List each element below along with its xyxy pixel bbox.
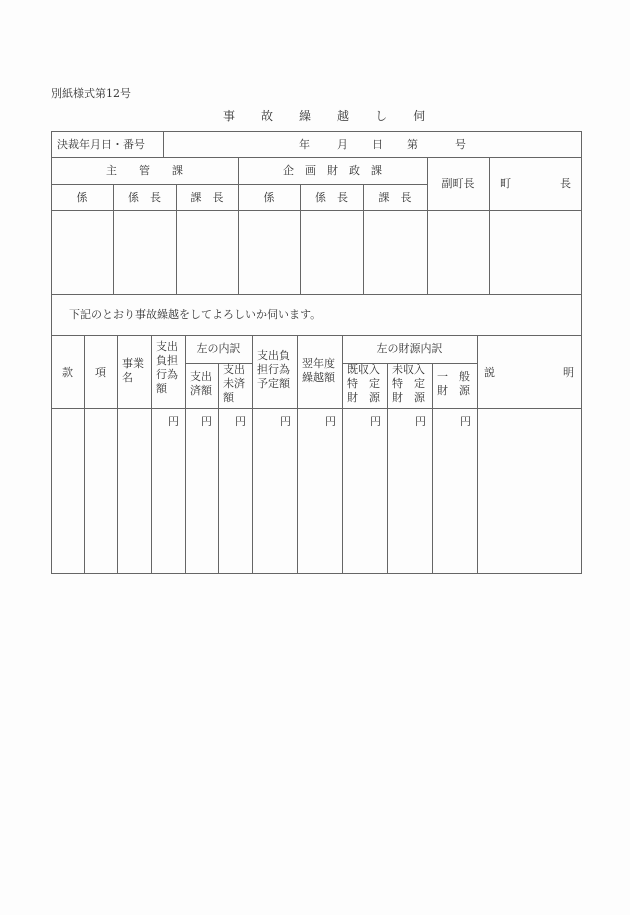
title-char: し — [375, 109, 388, 123]
role-clerk-main: 係 — [76, 191, 88, 204]
planning-finance-header: 企 画 財 政 課 — [283, 164, 382, 177]
number-suffix-label: 号 — [455, 138, 466, 151]
unit-yen: 円 — [168, 415, 179, 428]
date-month-label: 月 — [337, 138, 348, 151]
unit-yen: 円 — [325, 415, 336, 428]
title-char: 繰 — [299, 109, 312, 123]
stamp-cell-clerk-planning[interactable] — [238, 210, 300, 294]
header-carryover-amount: 翌年度 繰越額 — [302, 357, 335, 384]
cell-general-funds[interactable] — [432, 408, 477, 573]
title-char: 事 — [223, 109, 236, 123]
stamp-cell-clerk-main[interactable] — [51, 210, 113, 294]
header-kou: 項 — [95, 366, 106, 379]
header-unpaid: 支出 未済 額 — [223, 363, 245, 404]
header-received-specific: 既収入 特 定 財 源 — [347, 363, 380, 404]
header-funding-breakdown: 左の財源内訳 — [376, 342, 443, 355]
header-expenditure-commitment: 支出 負担 行為 額 — [156, 340, 178, 395]
cell-kou[interactable] — [84, 408, 117, 573]
unit-yen: 円 — [460, 415, 471, 428]
form-id: 別紙様式第12号 — [51, 87, 131, 100]
role-director-main: 課 長 — [190, 191, 224, 204]
unit-yen: 円 — [235, 415, 246, 428]
document-title — [223, 107, 451, 124]
header-explanation-left: 説 — [484, 366, 495, 379]
stamp-cell-mayor[interactable] — [489, 210, 581, 294]
title-char: 伺 — [413, 109, 426, 123]
cell-received-specific[interactable] — [342, 408, 387, 573]
unit-yen: 円 — [415, 415, 426, 428]
header-paid: 支出 済額 — [190, 370, 212, 397]
unit-yen: 円 — [201, 415, 212, 428]
request-statement: 下記のとおり事故繰越をしてよろしいか伺います。 — [69, 308, 322, 321]
cell-paid[interactable] — [185, 408, 218, 573]
unit-yen: 円 — [370, 415, 381, 428]
cell-expenditure-commitment[interactable] — [151, 408, 185, 573]
role-chief-planning: 係 長 — [315, 191, 348, 204]
role-clerk-planning: 係 — [263, 191, 275, 204]
decision-date-label: 決裁年月日・番号 — [57, 138, 145, 151]
cell-unreceived-specific[interactable] — [387, 408, 432, 573]
stamp-cell-chief-main[interactable] — [113, 210, 176, 294]
stamp-cell-director-planning[interactable] — [363, 210, 427, 294]
mayor-header-right: 長 — [560, 177, 571, 190]
cell-planned-commitment[interactable] — [252, 408, 297, 573]
header-kan: 款 — [62, 366, 73, 379]
title-char: 故 — [261, 109, 274, 123]
unit-yen: 円 — [280, 415, 291, 428]
mayor-header-left: 町 — [500, 177, 511, 190]
cell-carryover-amount[interactable] — [297, 408, 342, 573]
number-prefix-label: 第 — [407, 138, 418, 151]
header-explanation-right: 明 — [563, 366, 574, 379]
cell-project-name[interactable] — [117, 408, 151, 573]
stamp-cell-chief-planning[interactable] — [300, 210, 363, 294]
header-project-name: 事業 名 — [122, 357, 144, 384]
stamp-cell-deputy-mayor[interactable] — [427, 210, 489, 294]
date-year-label: 年 — [299, 138, 310, 151]
main-section-header: 主 管 課 — [106, 164, 183, 177]
cell-kan[interactable] — [51, 408, 84, 573]
header-planned-commitment: 支出負 担行為 予定額 — [257, 349, 290, 390]
header-left-breakdown: 左の内訳 — [196, 342, 241, 355]
date-day-label: 日 — [372, 138, 383, 151]
header-unreceived-specific: 未収入 特 定 財 源 — [392, 363, 425, 404]
cell-explanation[interactable] — [477, 408, 581, 573]
stamp-cell-director-main[interactable] — [176, 210, 238, 294]
role-director-planning: 課 長 — [378, 191, 412, 204]
cell-unpaid[interactable] — [218, 408, 252, 573]
title-char: 越 — [337, 109, 350, 123]
deputy-mayor-header: 副町長 — [441, 177, 475, 190]
role-chief-main: 係 長 — [128, 191, 161, 204]
header-general-funds: 一 般 財 源 — [437, 370, 470, 397]
